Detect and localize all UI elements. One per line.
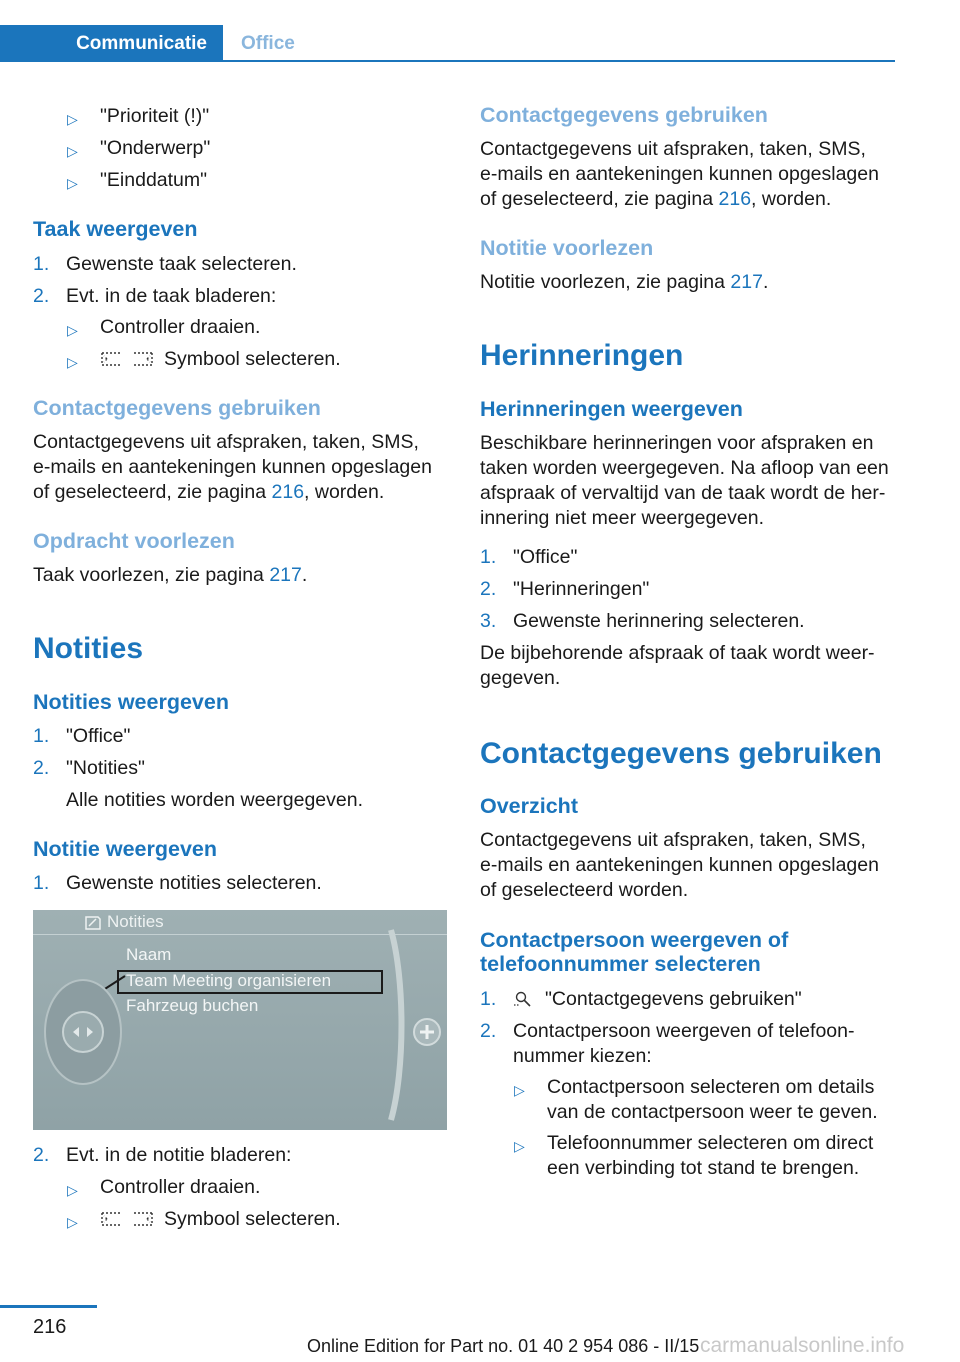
paragraph-line: gegeven. [480, 667, 561, 689]
paragraph-line: innering niet meer weergegeven. [480, 507, 765, 529]
paragraph-line [33, 480, 384, 505]
bullet-marker: ▷ [67, 143, 78, 159]
heading-notitie-weergeven: Notitie weergeven [33, 837, 217, 861]
paragraph-line [33, 563, 307, 588]
notes-screen-photo [33, 910, 447, 1130]
scroll-forward-icon [132, 351, 154, 367]
screen-row: Fahrzeug buchen [126, 996, 259, 1015]
page-number-rule [0, 1305, 97, 1308]
paragraph-line: e-mails en aantekeningen kunnen opgeslagen [480, 163, 879, 185]
step-number: 1. [33, 253, 50, 275]
step-number: 2. [33, 285, 50, 307]
page-link[interactable]: 216 [271, 481, 305, 503]
screen-row-selected: Team Meeting organisieren [126, 971, 332, 990]
step-text: "Notities" [66, 757, 145, 779]
text: of geselecteerd, zie pagina [33, 481, 272, 503]
text: Taak voorlezen, zie pagina [33, 564, 270, 586]
heading-contactpersoon-line2: telefoonnummer selecteren [480, 952, 761, 976]
paragraph-line: Contactgegevens uit afspraken, taken, SMS, [33, 431, 419, 453]
page-number: 216 [33, 1316, 67, 1338]
scroll-back-icon [100, 351, 122, 367]
list-item: Telefoonnummer selecteren om direct [547, 1132, 874, 1154]
list-item: "Prioriteit (!)" [100, 105, 210, 127]
list-item-cont: een verbinding tot stand te brengen. [547, 1157, 860, 1179]
heading-overzicht: Overzicht [480, 794, 578, 818]
text: , worden. [751, 188, 832, 210]
section-title-notities: Notities [33, 632, 144, 665]
text: . [301, 564, 308, 586]
bullet-marker: ▷ [67, 175, 78, 191]
bullet-marker: ▷ [67, 354, 78, 370]
scroll-forward-icon [132, 1211, 154, 1227]
step-number: 3. [480, 610, 497, 632]
paragraph-line: Contactgegevens uit afspraken, taken, SMS, [480, 829, 866, 851]
bullet-marker: ▷ [67, 1214, 78, 1230]
page-link[interactable]: 217 [730, 271, 763, 293]
page-link[interactable]: 217 [269, 564, 302, 586]
controller-graphic [33, 910, 447, 1130]
heading-notitie-voorlezen: Notitie voorlezen [480, 236, 654, 260]
step-text: Evt. in de notitie bladeren: [66, 1144, 292, 1166]
step-text: Contactpersoon weergeven of telefoon- [513, 1020, 855, 1042]
heading-notities-weergeven: Notities weergeven [33, 690, 229, 714]
bullet-marker: ▷ [514, 1138, 525, 1154]
section-title-herinneringen: Herinneringen [480, 339, 684, 372]
bullet-marker: ▷ [67, 322, 78, 338]
heading-contactpersoon: Contactpersoon weergeven of [480, 928, 789, 952]
watermark: carmanualsonline.info [700, 1334, 905, 1357]
paragraph-line: De bijbehorende afspraak of taak wordt weer- [480, 642, 875, 664]
tab-communicatie[interactable]: Communicatie [0, 25, 223, 62]
screen-title: Notities [107, 912, 164, 931]
heading-herinneringen-weergeven: Herinneringen weergeven [480, 397, 743, 421]
bullet-marker: ▷ [67, 1182, 78, 1198]
step-text-label: "Contactgegevens gebruiken" [545, 988, 802, 1010]
paragraph-line: afspraak of vervaltijd van de taak wordt de her- [480, 482, 886, 504]
step-text: Evt. in de taak bladeren: [66, 285, 277, 307]
heading-contactgegevens-gebruiken: Contactgegevens gebruiken [480, 103, 768, 127]
step-text: "Office" [513, 546, 578, 568]
paragraph-line: Contactgegevens uit afspraken, taken, SMS, [480, 138, 866, 160]
step-text: "Herinneringen" [513, 578, 650, 600]
header-tabs [0, 25, 895, 62]
step-number: 2. [33, 1144, 50, 1166]
list-item: Contactpersoon selecteren om details [547, 1076, 875, 1098]
bullet-marker: ▷ [67, 111, 78, 127]
section-title-contactgegevens: Contactgegevens gebruiken [480, 737, 882, 770]
screen-row: Naam [126, 945, 172, 964]
edition-text: Online Edition for Part no. 01 40 2 954 086 - II/15 [307, 1336, 700, 1356]
heading-contactgegevens: Contactgegevens gebruiken [33, 396, 321, 420]
step-number: 1. [33, 872, 50, 894]
step-number: 1. [33, 725, 50, 747]
list-item-text: Symbool selecteren. [164, 1208, 341, 1230]
tab-office[interactable]: Office [241, 33, 295, 54]
contacts-search-icon [513, 991, 535, 1007]
step-text: Gewenste herinnering selecteren. [513, 610, 805, 632]
step-number: 2. [480, 1020, 497, 1042]
step-text [513, 987, 802, 1012]
paragraph-line: e-mails en aantekeningen kunnen opgeslagen [480, 854, 879, 876]
paragraph-line [480, 187, 831, 212]
paragraph-line [480, 270, 768, 295]
heading-taak-weergeven: Taak weergeven [33, 217, 198, 241]
step-text: "Office" [66, 725, 131, 747]
bullet-marker: ▷ [514, 1082, 525, 1098]
list-item: Controller draaien. [100, 1176, 261, 1198]
list-item-cont: van de contactpersoon weer te geven. [547, 1101, 878, 1123]
list-item: "Onderwerp" [100, 137, 211, 159]
step-text-cont: nummer kiezen: [513, 1045, 652, 1067]
paragraph-line: of geselecteerd worden. [480, 879, 689, 901]
step-text: Gewenste notities selecteren. [66, 872, 322, 894]
step-text: Gewenste taak selecteren. [66, 253, 297, 275]
list-item: "Einddatum" [100, 169, 208, 191]
heading-opdracht-voorlezen: Opdracht voorlezen [33, 529, 235, 553]
page-link[interactable]: 216 [718, 188, 752, 210]
step-number: 2. [33, 757, 50, 779]
step-number: 2. [480, 578, 497, 600]
list-item-text: Symbool selecteren. [164, 348, 341, 370]
text: of geselecteerd, zie pagina [480, 188, 719, 210]
list-item: Controller draaien. [100, 316, 261, 338]
text: , worden. [304, 481, 385, 503]
list-item-symbols [100, 347, 341, 372]
list-item-symbols [100, 1207, 341, 1232]
text: Notitie voorlezen, zie pagina [480, 271, 731, 293]
step-note: Alle notities worden weergegeven. [66, 789, 364, 811]
paragraph-line: e-mails en aantekeningen kunnen opgeslagen [33, 456, 432, 478]
step-number: 1. [480, 988, 497, 1010]
paragraph-line: taken worden weergegeven. Na afloop van een [480, 457, 889, 479]
paragraph-line: Beschikbare herinneringen voor afspraken en [480, 432, 874, 454]
header-rule [0, 60, 895, 62]
scroll-back-icon [100, 1211, 122, 1227]
step-number: 1. [480, 546, 497, 568]
text: . [762, 271, 769, 293]
